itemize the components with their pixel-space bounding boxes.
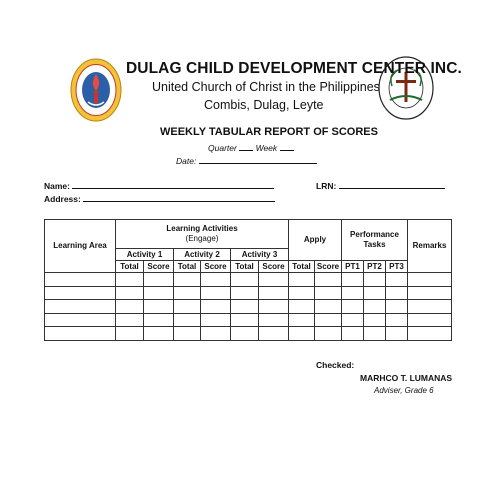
week-label: Week [255, 143, 278, 153]
col-score: Score [315, 261, 342, 273]
table-row [45, 313, 452, 327]
col-score: Score [144, 261, 174, 273]
score-cell[interactable] [408, 300, 452, 314]
score-cell[interactable] [289, 327, 315, 341]
tasks-label: Tasks [363, 240, 386, 249]
col-total: Total [231, 261, 259, 273]
score-cell[interactable] [259, 273, 289, 287]
score-cell[interactable] [364, 286, 386, 300]
score-cell[interactable] [408, 327, 452, 341]
col-total: Total [116, 261, 144, 273]
score-cell[interactable] [201, 327, 231, 341]
score-cell[interactable] [201, 286, 231, 300]
score-cell[interactable] [259, 327, 289, 341]
score-cell[interactable] [364, 313, 386, 327]
checked-label: Checked: [316, 360, 355, 370]
table-row [45, 286, 452, 300]
score-cell[interactable] [174, 313, 201, 327]
address-label: Address: [44, 194, 81, 204]
performance-label: Performance [350, 230, 399, 239]
date-line [176, 155, 317, 166]
score-cell[interactable] [289, 300, 315, 314]
score-cell[interactable] [289, 273, 315, 287]
dulag-cdc-seal-icon [70, 58, 122, 122]
scores-table [44, 219, 452, 341]
col-pt1: PT1 [342, 261, 364, 273]
score-cell[interactable] [364, 273, 386, 287]
address-field [44, 194, 275, 204]
org-name: DULAG CHILD DEVELOPMENT CENTER INC. [126, 60, 462, 77]
score-cell[interactable] [408, 273, 452, 287]
col-learning-activities [116, 220, 289, 249]
address-blank[interactable] [83, 194, 275, 202]
table-row [45, 327, 452, 341]
learning-activities-label: Learning Activities [166, 224, 238, 233]
quarter-week-line [208, 142, 294, 153]
score-cell[interactable] [144, 313, 174, 327]
table-row [45, 273, 452, 287]
score-cell[interactable] [201, 273, 231, 287]
score-cell[interactable] [315, 313, 342, 327]
col-activity-3: Activity 3 [231, 249, 289, 261]
score-cell[interactable] [45, 313, 116, 327]
score-cell[interactable] [174, 300, 201, 314]
name-blank[interactable] [72, 181, 274, 189]
score-cell[interactable] [144, 327, 174, 341]
col-apply: Apply [289, 220, 342, 261]
col-activity-1: Activity 1 [116, 249, 174, 261]
name-field [44, 181, 274, 191]
score-cell[interactable] [116, 300, 144, 314]
score-cell[interactable] [408, 313, 452, 327]
quarter-label: Quarter [208, 143, 237, 153]
score-cell[interactable] [45, 327, 116, 341]
signer-position: Adviser, Grade 6 [374, 386, 434, 395]
score-cell[interactable] [116, 286, 144, 300]
score-cell[interactable] [259, 300, 289, 314]
score-cell[interactable] [289, 313, 315, 327]
score-cell[interactable] [315, 300, 342, 314]
score-cell[interactable] [144, 273, 174, 287]
score-cell[interactable] [342, 273, 364, 287]
score-cell[interactable] [364, 300, 386, 314]
score-cell[interactable] [231, 286, 259, 300]
table-row [45, 300, 452, 314]
col-activity-2: Activity 2 [174, 249, 231, 261]
score-cell[interactable] [144, 286, 174, 300]
score-cell[interactable] [315, 327, 342, 341]
col-score: Score [259, 261, 289, 273]
report-title: WEEKLY TABULAR REPORT OF SCORES [160, 126, 378, 138]
score-cell[interactable] [174, 286, 201, 300]
score-cell[interactable] [116, 313, 144, 327]
lrn-field [316, 181, 445, 191]
col-performance-tasks [342, 220, 408, 261]
score-cell[interactable] [116, 273, 144, 287]
col-learning-area: Learning Area [45, 220, 116, 273]
score-cell[interactable] [408, 286, 452, 300]
score-cell[interactable] [174, 327, 201, 341]
score-cell[interactable] [315, 286, 342, 300]
week-blank[interactable] [280, 142, 294, 151]
score-cell[interactable] [386, 327, 408, 341]
score-cell[interactable] [201, 313, 231, 327]
name-label: Name: [44, 181, 70, 191]
score-cell[interactable] [259, 313, 289, 327]
score-cell[interactable] [231, 313, 259, 327]
score-cell[interactable] [144, 300, 174, 314]
location: Combis, Dulag, Leyte [204, 98, 324, 112]
score-cell[interactable] [342, 327, 364, 341]
score-cell[interactable] [231, 273, 259, 287]
col-remarks: Remarks [408, 220, 452, 273]
score-cell[interactable] [342, 313, 364, 327]
score-cell[interactable] [231, 327, 259, 341]
date-blank[interactable] [199, 155, 317, 164]
score-cell[interactable] [45, 273, 116, 287]
engage-label: (Engage) [185, 234, 219, 243]
score-cell[interactable] [231, 300, 259, 314]
score-cell[interactable] [386, 300, 408, 314]
score-cell[interactable] [342, 286, 364, 300]
score-cell[interactable] [364, 327, 386, 341]
quarter-blank[interactable] [239, 142, 253, 151]
score-cell[interactable] [45, 300, 116, 314]
score-cell[interactable] [259, 286, 289, 300]
lrn-label: LRN: [316, 181, 337, 191]
col-pt2: PT2 [364, 261, 386, 273]
col-score: Score [201, 261, 231, 273]
score-cell[interactable] [201, 300, 231, 314]
score-cell[interactable] [45, 286, 116, 300]
score-cell[interactable] [386, 273, 408, 287]
lrn-blank[interactable] [339, 181, 445, 189]
col-pt3: PT3 [386, 261, 408, 273]
score-cell[interactable] [315, 273, 342, 287]
col-total: Total [289, 261, 315, 273]
col-total: Total [174, 261, 201, 273]
score-cell[interactable] [386, 286, 408, 300]
score-cell[interactable] [289, 286, 315, 300]
score-cell[interactable] [386, 313, 408, 327]
date-label: Date: [176, 156, 197, 166]
score-cell[interactable] [174, 273, 201, 287]
score-cell[interactable] [342, 300, 364, 314]
score-cell[interactable] [116, 327, 144, 341]
signer-name: MARHCO T. LUMANAS [360, 373, 453, 383]
church-name: United Church of Christ in the Philippines [152, 80, 380, 94]
